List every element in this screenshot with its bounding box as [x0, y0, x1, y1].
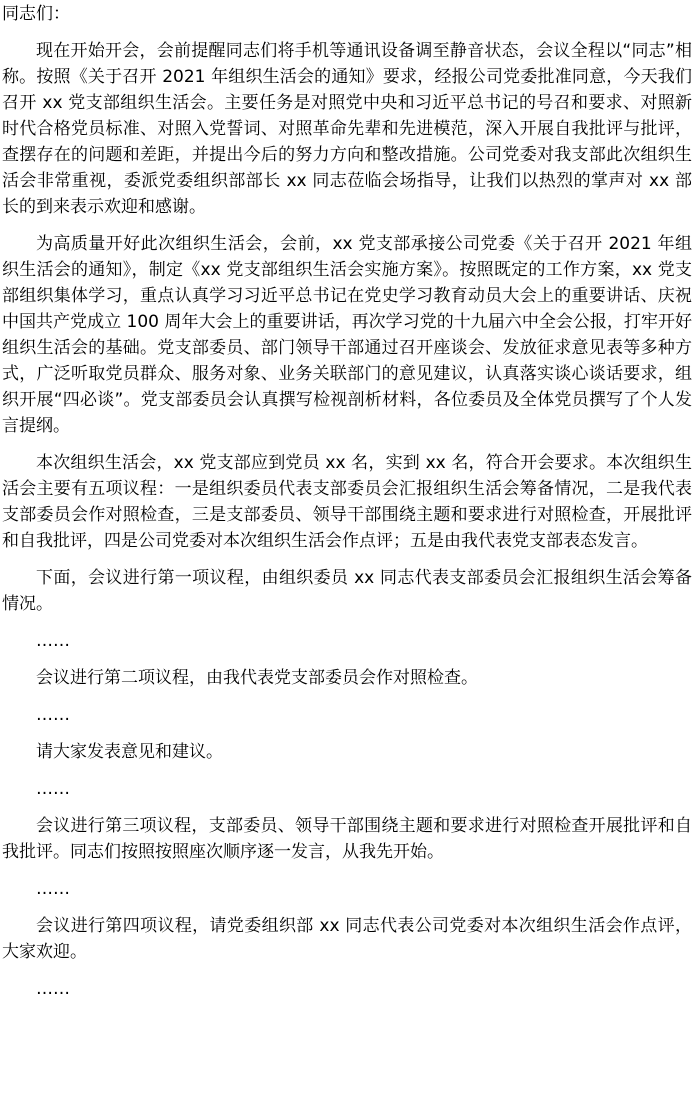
paragraph-item-one: 下面，会议进行第一项议程，由组织委员 xx 同志代表支部委员会汇报组织生活会筹备情况。: [2, 568, 692, 614]
paragraph-opening: 现在开始开会，会前提醒同志们将手机等通讯设备调至静音状态，会议全程以“同志”相称。按照《关于召开 2021 年组织生活会的通知》要求，经报公司党委批准同意，今天我们召开 xx 党支部组织生活会。主要任务是对照党中央和习近平总书记的号召和要求、对照新时代合格党员标准、对照入党誓词、对照革命先辈和先进模范，深入开展自我批评与批评，查摆存在的问题和差距，并提出今后的努力方向和整改措施。公司党委对我支部此次组织生活会非常重视，委派党委组织部部长 xx 同志莅临会场指导，让我们以热烈的掌声对 xx 部长的到来表示欢迎和感谢。: [2, 41, 692, 217]
document-body: [2, 38, 692, 1002]
paragraph-preparation: 为高质量开好此次组织生活会，会前，xx 党支部承接公司党委《关于召开 2021 年组织生活会的通知》，制定《xx 党支部组织生活会实施方案》。按照既定的工作方案，xx 党支部组织集体学习，重点认真学习习近平总书记在党史学习教育动员大会上的重要讲话、庆祝中国共产党成立 100 周年大会上的重要讲话，再次学习党的十九届六中全会公报，打牢开好组织生活会的基础。党支部委员、部门领导干部通过召开座谈会、发放征求意见表等多种方式，广泛听取党员群众、服务对象、业务关联部门的意见建议，认真落实谈心谈话要求，组织开展“四必谈”。党支部委员会认真撰写检视剖析材料，各位委员及全体党员撰写了个人发言提纲。: [2, 234, 692, 436]
paragraph-agenda: 本次组织生活会，xx 党支部应到党员 xx 名，实到 xx 名，符合开会要求。本次组织生活会主要有五项议程：一是组织委员代表支部委员会汇报组织生活会筹备情况，二是我代表支部委员会作对照检查，三是支部委员、领导干部围绕主题和要求进行对照检查，开展批评和自我批评，四是公司党委对本次组织生活会作点评；五是由我代表党支部表态发言。: [2, 453, 692, 551]
ellipsis: ……: [36, 705, 70, 725]
paragraph-item-three: 会议进行第三项议程，支部委员、领导干部围绕主题和要求进行对照检查开展批评和自我批评。同志们按照按照座次顺序逐一发言，从我先开始。: [2, 816, 692, 862]
ellipsis: ……: [36, 879, 70, 899]
ellipsis: ……: [36, 979, 70, 999]
paragraph-opinions: 请大家发表意见和建议。: [36, 742, 223, 762]
ellipsis: ……: [36, 779, 70, 799]
ellipsis: ……: [36, 631, 70, 651]
salutation: 同志们：: [2, 4, 70, 24]
paragraph-item-two: 会议进行第二项议程，由我代表党支部委员会作对照检查。: [36, 668, 478, 688]
paragraph-item-four: 会议进行第四项议程，请党委组织部 xx 同志代表公司党委对本次组织生活会作点评，大家欢迎。: [2, 916, 692, 962]
